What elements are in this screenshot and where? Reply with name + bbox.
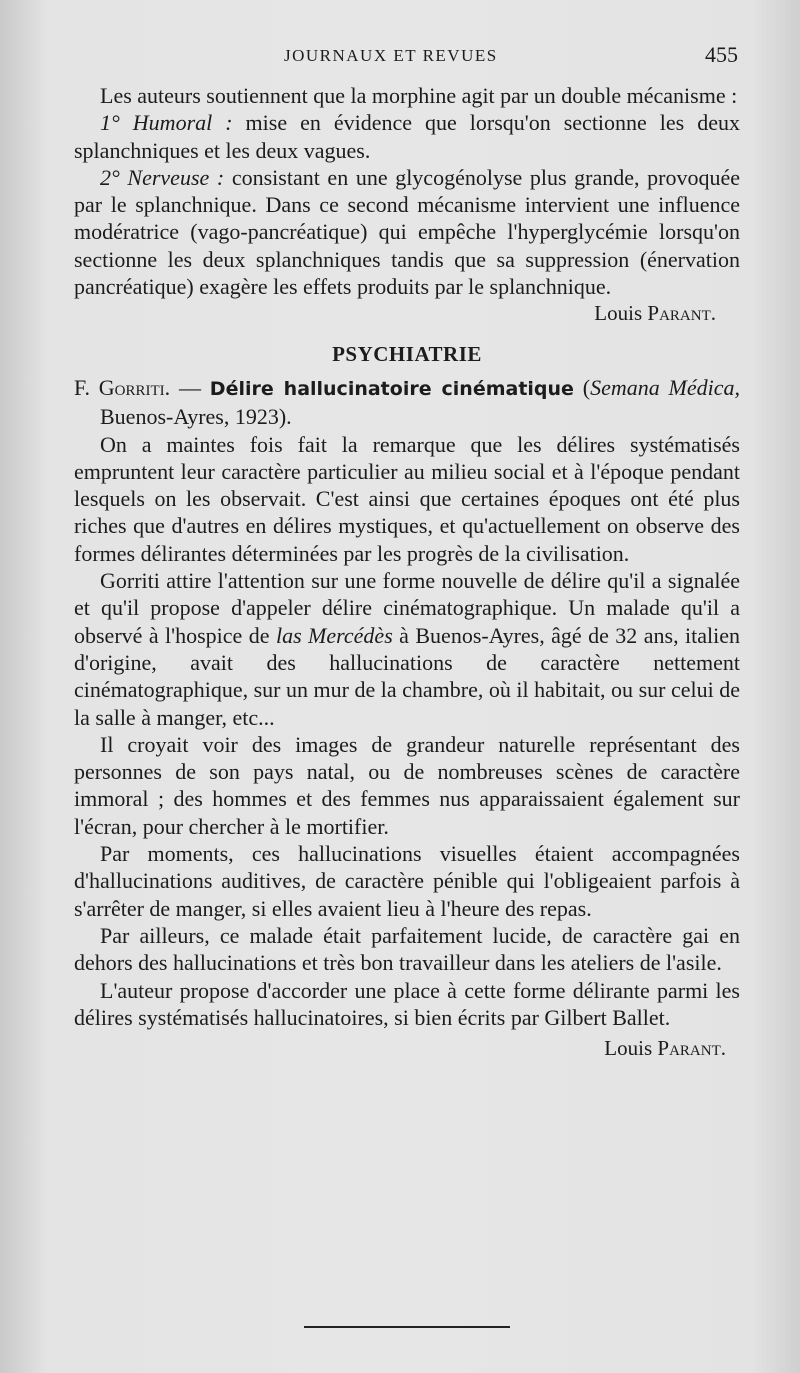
body-text: [74, 82, 740, 1062]
item-label-humoral: 1° Humoral :: [100, 110, 233, 136]
paragraph-3: Il croyait voir des images de grandeur naturelle représentant des personnes de son pays natal, ou de nombreuses scènes de caractère immoral ; des hommes et des femmes nus apparaissaient également sur l'écran, pour chercher à le mortifier.: [74, 731, 740, 839]
signature-1: [74, 300, 740, 327]
running-head: [0, 42, 800, 72]
signature-2-first: Louis: [604, 1036, 658, 1061]
signature-1-first: Louis: [594, 301, 648, 326]
signature-2: [74, 1035, 740, 1062]
paragraph-6: L'auteur propose d'accorder une place à cette forme délirante parmi les délires systématisés hallucinatoires, si bien écrits par Gilbert Ballet.: [74, 977, 740, 1030]
end-rule: [304, 1326, 510, 1328]
reference-source-open: (: [573, 374, 591, 400]
paragraph-intro: Les auteurs soutiennent que la morphine agit par un double mécanisme :: [100, 83, 738, 108]
signature-2-last: Parant.: [657, 1036, 726, 1061]
item-text-humoral: mise en évidence que lorsqu'on sectionne les deux splanchniques et les deux vagues.: [74, 110, 740, 163]
paragraph-humoral: [74, 109, 740, 164]
paragraph-2-part2: à Buenos-Ayres, âgé de 32 ans, italien d'origine, avait des hallucinations de caractère nettement cinématographique, sur un mur de la chambre, où il habitait, ou sur celui de la salle à manger, etc...: [74, 622, 740, 730]
reference-source-journal: Semana Médica,: [590, 374, 741, 400]
paragraph-nerveuse: [74, 164, 740, 300]
running-title: JOURNAUX ET REVUES: [284, 46, 498, 65]
paragraph-4: Par moments, ces hallucinations visuelles étaient accompagnées d'hallucinations auditives, de caractère pénible qui l'obligeaient parfois à s'arrêter de manger, si elles avaient lieu à l'heure des repas.: [74, 841, 740, 921]
paragraph-2: [74, 567, 740, 731]
reference-author: F. Gorriti.: [74, 374, 171, 400]
reference-source-rest: Buenos-Ayres, 1923).: [100, 404, 292, 430]
article-reference: [74, 374, 740, 431]
item-label-nerveuse: 2° Nerveuse :: [100, 164, 225, 190]
paragraph-1: On a maintes fois fait la remarque que les délires systématisés empruntent leur caractère particulier au milieu social et à l'époque pendant lesquels on les observait. C'est ainsi que certaines époques ont été plus riches que d'autres en délires mystiques, et qu'actuellement on observe des formes délirantes déterminées par les progrès de la civilisation.: [74, 431, 740, 566]
signature-1-last: Parant.: [647, 301, 716, 326]
reference-dash: —: [170, 374, 210, 400]
paragraph-2-italic: las Mercédès: [275, 622, 393, 648]
paragraph-2-part1: Gorriti attire l'attention sur une forme nouvelle de délire qu'il a signalée et qu'il propose d'appeler délire cinématographique. Un malade qu'il a observé à l'hospice de: [74, 568, 740, 648]
paragraph-5: Par ailleurs, ce malade était parfaitement lucide, de caractère gai en dehors des hallucinations et très bon travailleur dans les ateliers de l'asile.: [74, 922, 740, 976]
reference-title: Délire hallucinatoire cinématique: [209, 377, 574, 400]
page-number: 455: [705, 42, 738, 67]
item-text-nerveuse: consistant en une glycogénolyse plus grande, provoquée par le splanchnique. Dans ce second mécanisme intervient une influence modératrice (vago-pancréatique) qui empêche l'hyperglycémie lorsqu'on sectionne les deux splanchniques tandis que sa suppression (énervation pancréatique) exagère les effets produits par le splanchnique.: [74, 164, 741, 300]
section-heading: PSYCHIATRIE: [332, 341, 482, 366]
